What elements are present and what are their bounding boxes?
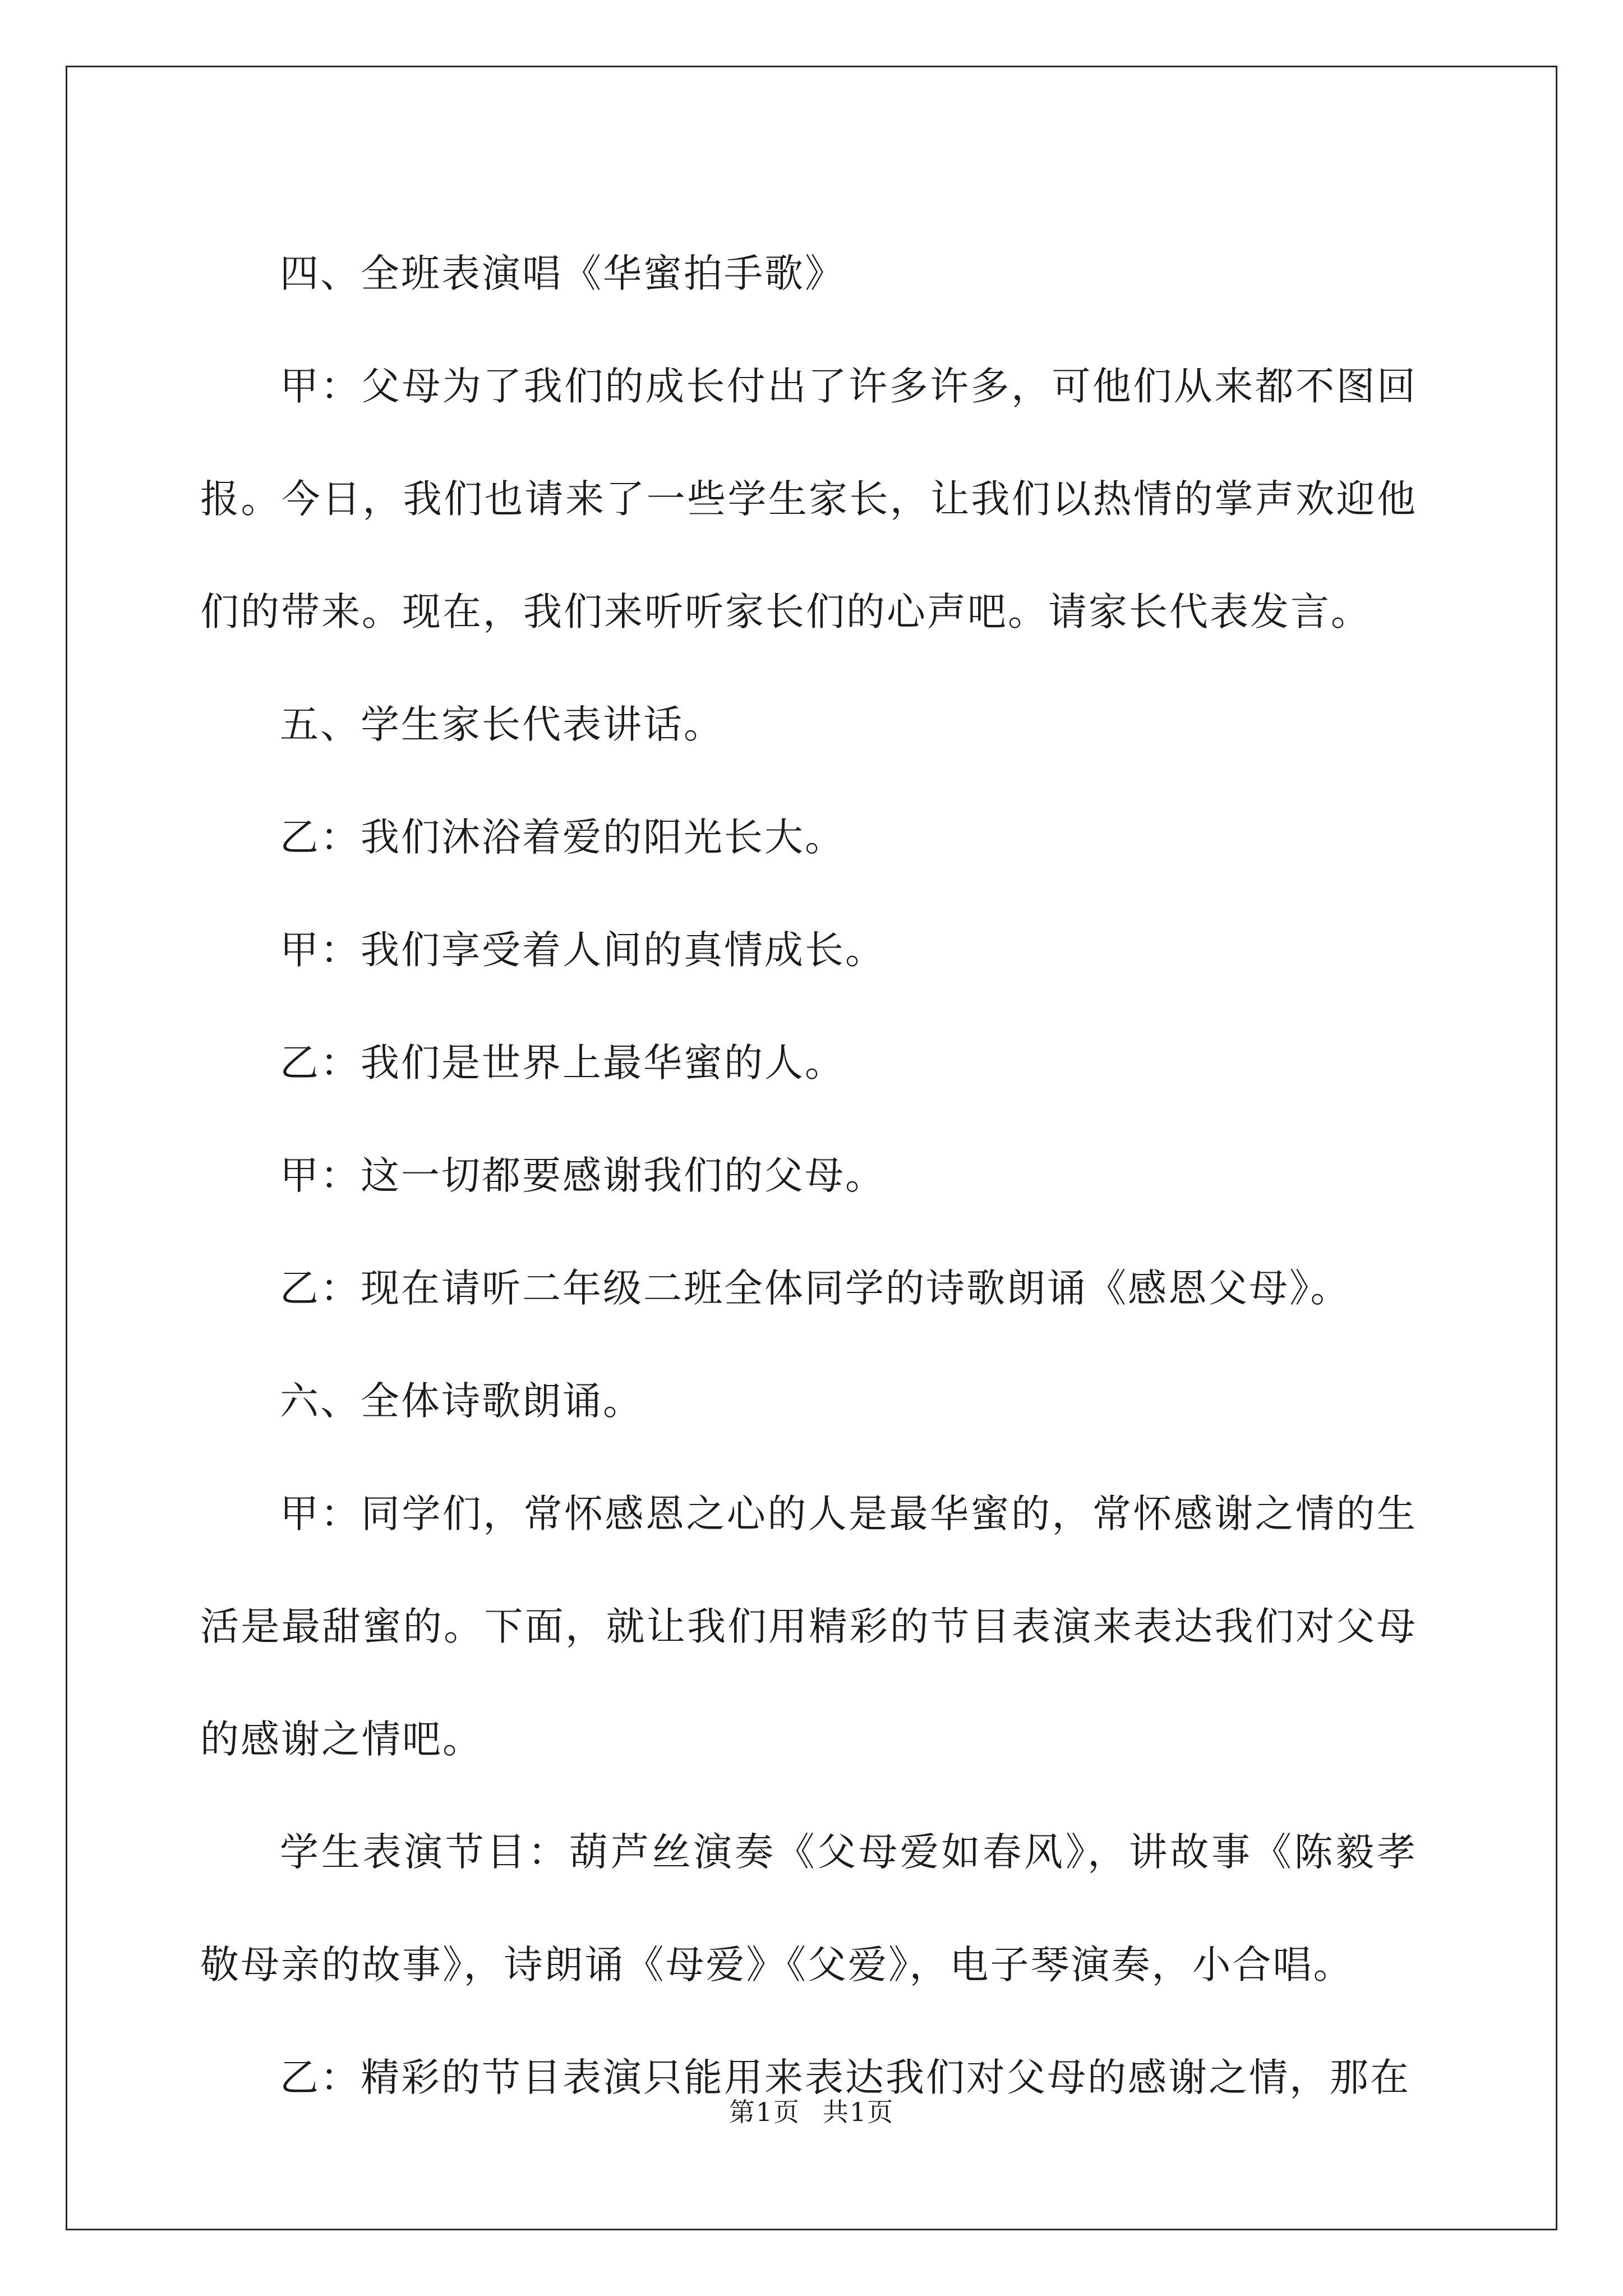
page-total: 共1页 — [823, 2097, 895, 2127]
paragraph: 甲：同学们，常怀感恩之心的人是最华蜜的，常怀感谢之情的生活是最甜蜜的。下面，就让我们用精彩的节目表演来表达我们对父母的感谢之情吧。 — [200, 1492, 1417, 1762]
paragraph: 四、全班表演唱《华蜜拍手歌》 — [280, 251, 845, 296]
paragraph: 六、全体诗歌朗诵。 — [280, 1379, 643, 1424]
paragraph: 甲：我们享受着人间的真情成长。 — [280, 928, 886, 973]
document-body — [200, 218, 1417, 2134]
paragraph: 五、学生家长代表讲话。 — [280, 702, 724, 747]
paragraph: 乙：现在请听二年级二班全体同学的诗歌朗诵《感恩父母》。 — [280, 1266, 1351, 1311]
paragraph: 甲：父母为了我们的成长付出了许多许多，可他们从来都不图回报。今日，我们也请来了一些学生家长，让我们以热情的掌声欢迎他们的带来。现在，我们来听听家长们的心声吧。请家长代表发言。 — [200, 364, 1417, 634]
page-footer — [0, 2092, 1623, 2129]
paragraph: 乙：精彩的节目表演只能用来表达我们对父母的感谢之情，那在 — [280, 2055, 1410, 2100]
paragraph: 乙：我们是世界上最华蜜的人。 — [280, 1041, 845, 1085]
paragraph: 乙：我们沐浴着爱的阳光长大。 — [280, 815, 845, 860]
paragraph: 甲：这一切都要感谢我们的父母。 — [280, 1153, 886, 1198]
page-number: 第1页 — [728, 2097, 800, 2127]
paragraph: 学生表演节目：葫芦丝演奏《父母爱如春风》，讲故事《陈毅孝敬母亲的故事》，诗朗诵《母爱》《父爱》，电子琴演奏，小合唱。 — [200, 1830, 1417, 1987]
